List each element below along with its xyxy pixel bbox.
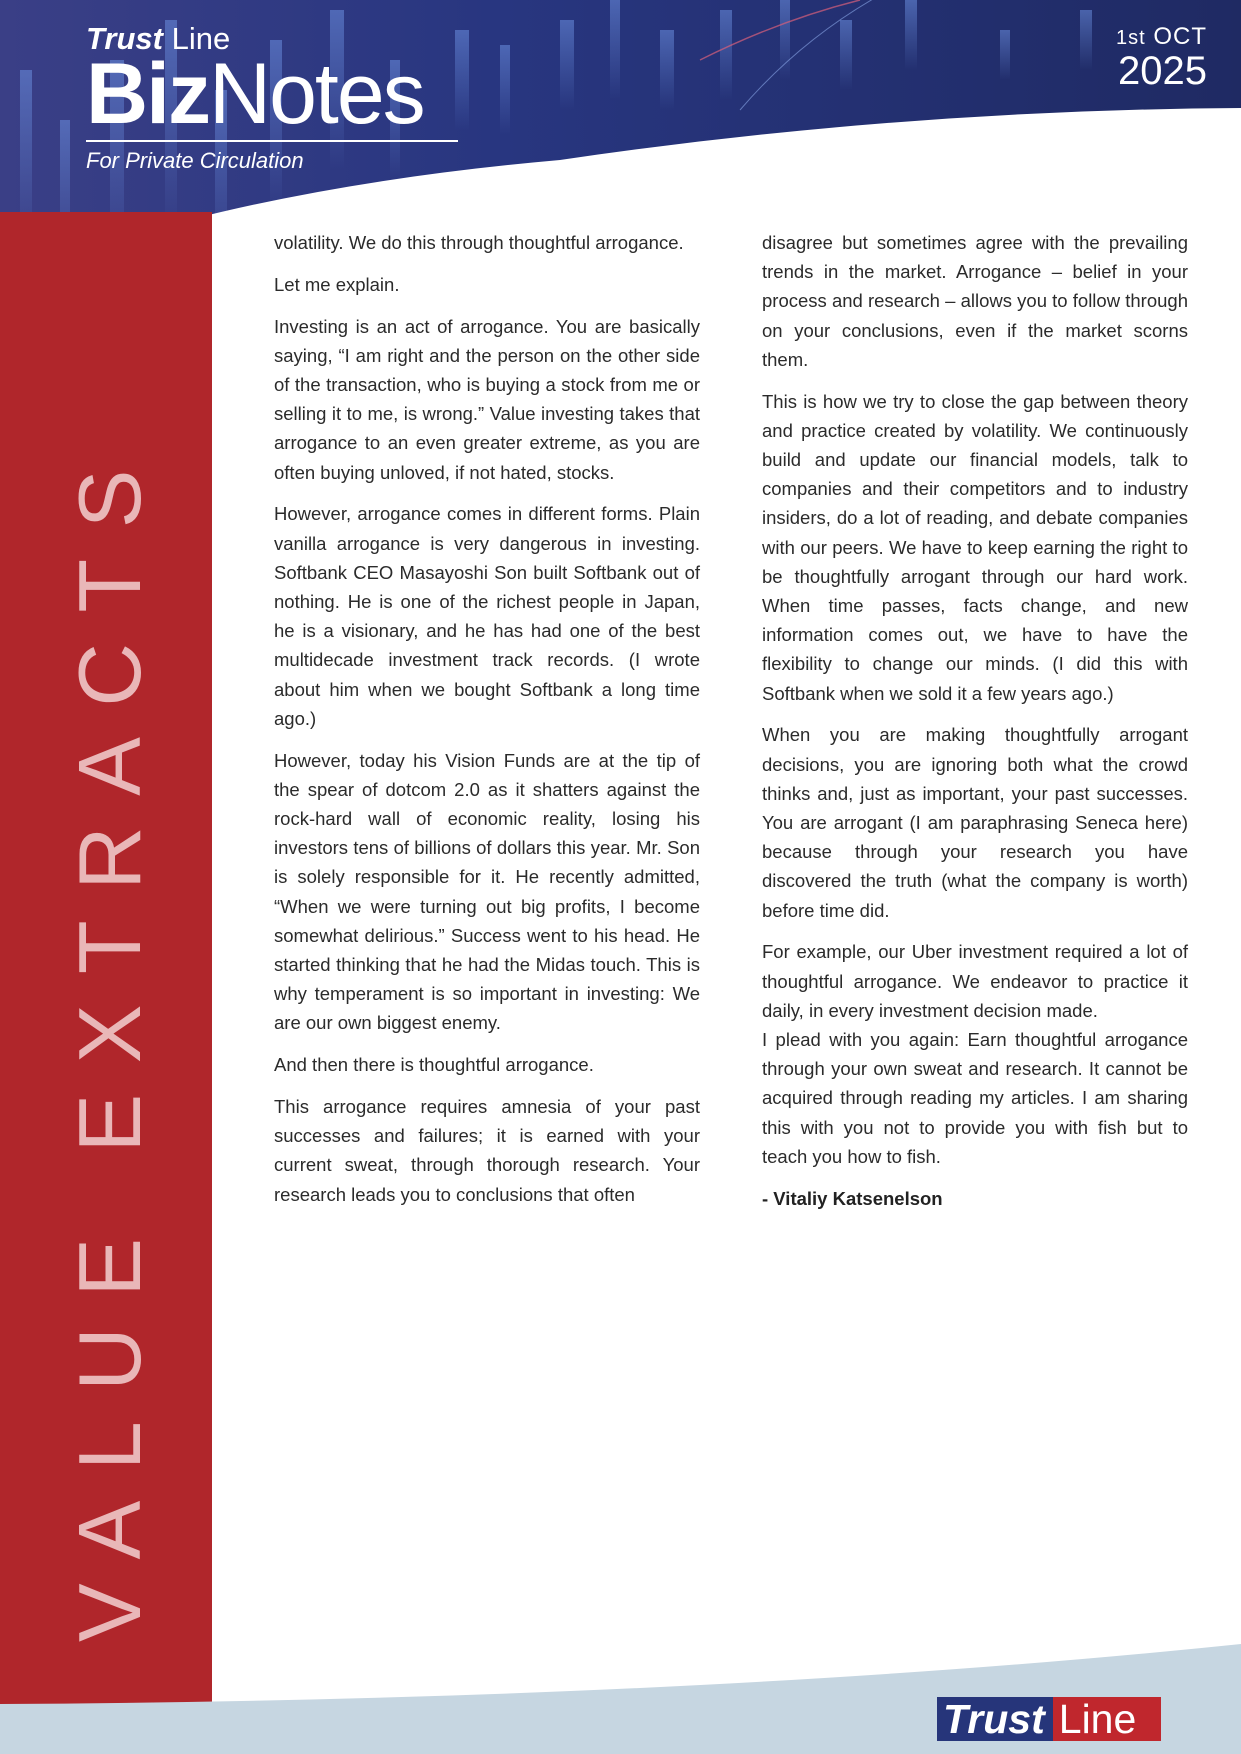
paragraph: Investing is an act of arrogance. You are basically saying, “I am right and the person on the other side of the transaction, who is buying a stock from me or selling it to me, is wrong.” Value investing takes that arrogance to an even greater extreme, as you are often buying unloved, if not hated, stocks. [274,315,700,483]
brand-notes-word: Notes [209,46,424,142]
paragraph: I plead with you again: Earn thoughtful arrogance through your own sweat and research. It cannot be acquired through reading my articles. I am sharing this with you not to provide you with fish but to teach you how to fish. [762,1029,1188,1167]
article-left-column [274,228,700,1221]
brand-trust-word: Trust [86,21,163,56]
paragraph: This arrogance requires amnesia of your past successes and failures; it is earned with your current sweat, through thorough research. Your research leads you to conclusions that often [274,1096,700,1205]
issue-date-day: 1st [1115,27,1146,49]
issue-date-day-month [1116,24,1207,51]
footer-logo [937,1697,1161,1741]
paragraph: For example, our Uber investment required a lot of thoughtful arrogance. We endeavor to practice it daily, in every investment decision made. [762,941,1188,1021]
brand-tagline: For Private Circulation [86,148,304,173]
paragraph: disagree but sometimes agree with the prevailing trends in the market. Arrogance – belief in your process and research – allows you to follow through on your conclusions, even if the market scorns them. [762,232,1188,370]
brand-logo [86,22,458,176]
brand-biz-word: Biz [86,46,209,142]
issue-date [1116,24,1207,91]
paragraph: However, today his Vision Funds are at the tip of the spear of dotcom 2.0 as it shatters against the rock-hard wall of economic reality, losing his investors tens of billions of dollars this year. Mr. Son is solely responsible for it. He recently admitted, “When we were turning out big profits, I become somewhat delirious.” Success went to his head. He started thinking that he had the Midas touch. This is why temperament is so important in investing: We are our own biggest enemy. [274,749,700,1034]
footer-logo-trust: Trust [937,1697,1053,1741]
author-signature: - Vitaliy Katsenelson [762,1187,943,1209]
paragraph: volatility. We do this through thoughtful arrogance. [274,232,684,253]
paragraph: And then there is thoughtful arrogance. [274,1054,594,1076]
issue-date-month: OCT [1153,23,1207,50]
sidebar-title [0,212,212,1707]
paragraph: This is how we try to close the gap between theory and practice created by volatility. We continuously build and update our financial models, talk to companies and their competitors and to industry insiders, do a lot of reading, and debate companies with our peers. We have to keep earning the right to be thoughtfully arrogant through our hard work. When time passes, facts change, and new information comes out, we have to have the flexibility to change our minds. (I did this with Softbank when we sold it a few years ago.) [762,390,1188,704]
brand-line-word: Line [171,21,231,56]
article-right-column [762,228,1188,1225]
paragraph: When you are making thoughtfully arrogant decisions, you are ignoring both what the crowd thinks and, just as important, your past successes. You are arrogant (I am paraphrasing Seneca here) because through your research you have discovered the truth (what the company is worth) before time did. [762,724,1188,921]
sidebar-title-text: VALUE EXTRACTS [60,439,159,1642]
paragraph: Let me explain. [274,273,400,295]
footer-logo-line: Line [1053,1697,1161,1741]
brand-bignotes [86,46,458,142]
issue-date-year: 2025 [1118,49,1207,93]
paragraph: However, arrogance comes in different forms. Plain vanilla arrogance is very dangerous in investing. Softbank CEO Masayoshi Son built Softbank out of nothing. He is one of the richest people in Japan, he is a visionary, and he has had one of the best multidecade investment track records. (I wrote about him when we bought Softbank a long time ago.) [274,503,700,729]
